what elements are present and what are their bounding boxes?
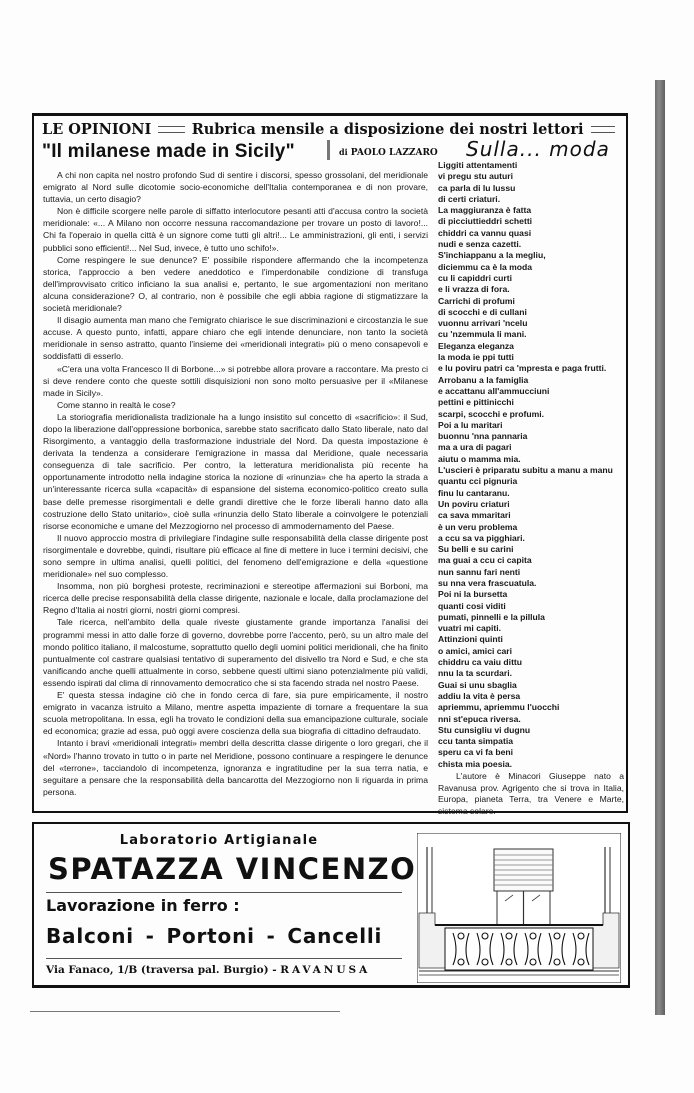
poem-line: Liggiti attentamenti [438, 160, 518, 170]
section-label: LE OPINIONI [42, 120, 152, 138]
poem-line: di scocchi e di cullani [438, 306, 527, 317]
opinion-column-box [32, 113, 628, 816]
poem-line: di picciuttieddri schetti [438, 216, 533, 227]
paragraph: Non è difficile scorgere nelle parole di siffatto interlocutore pesanti atti d'accusa contro la società meridionale: «... A Milano non occorre nessuna raccomandazione per trovare un posto di lavoro!... Chi fa l'operaio in quella città è un signore come tutti gli altri!... Le amministrazioni, gli enti, i servizi pubblici sono efficienti!... Nel Sud, invece, è tutto uno schifo!». [43, 206, 428, 253]
page-rule [30, 1011, 340, 1012]
poem-line: cu li capiddri curti [438, 272, 513, 283]
double-rule [591, 126, 615, 133]
poem-line: a ccu sa va pigghiari. [438, 532, 525, 543]
ad-city: RAVANUSA [280, 964, 371, 976]
poem-line: scarpi, scocchi e profumi. [438, 408, 545, 419]
poem-line: S'inchiappanu a la megliu, [438, 250, 546, 261]
poem-line: e li vrazza di fora. [438, 284, 510, 295]
poem-line: Carrichi di profumi [438, 295, 515, 306]
ad-business-name: SPATAZZA VINCENZO [48, 852, 417, 886]
poem-line: Poi a lu maritari [438, 419, 503, 430]
poem-line: addiu la vita è persa [438, 690, 521, 701]
poem-line: vuatri mi capiti. [438, 623, 502, 634]
poem-line: la moda ie ppi tutti [438, 352, 514, 363]
poem-line: nnu la ta scurdari. [438, 668, 513, 679]
poem-line: Su belli e su carini [438, 544, 514, 555]
poem-line: ma a ura di pagari [438, 442, 512, 453]
poem-line: quantu cci pignuria [438, 476, 518, 487]
author-name: PAOLO LAZZARO [350, 148, 438, 158]
poem-line: di certi criaturi. [438, 193, 501, 204]
poem-line: apriemmu, apriemmu l'uocchi [438, 702, 560, 713]
poem-line: pumati, pinnelli e la pillula [438, 611, 545, 622]
ad-divider [46, 958, 402, 959]
ad-products: Balconi - Portoni - Cancelli [46, 924, 383, 948]
poem-line: nudi e senza cazetti. [438, 239, 522, 250]
poem-line: aiutu o mamma mia. [438, 453, 521, 464]
paragraph: Tale ricerca, nell'ambito della quale riveste giustamente grande importanza l'analisi dei programmi messi in atto dalle forze di governo, dovrebbe porre l'accento, però, su un altro male del mondo politico italiano, il malcostume, soprattutto quello degli uomini politici meridionali, che ha finito puntualmente col castrare qualsiasi tentativo di superamento del disivello tra Nord e Sud, e che sta vanificando anche quelli attualmente in corso, sebbene questi ultimi siano potenzialmente più validi, essendo ispirati dal clima di rinnovamento democratico che si sta facendo strada nel nostro Paese. [43, 617, 428, 688]
paragraph: Il disagio aumenta man mano che l'emigrato chiarisce le sue discriminazioni e circostanzia le sue accuse. A questo punto, infatti, appare chiaro che egli intende denunciare, non tanto la società meridionale in senso astratto, quanto l'insieme dei «meridionali integrati» più o meno consapevoli e soddisfatti di esserlo. [43, 315, 428, 362]
poem-line: chiddru ca vaiu dittu [438, 657, 523, 668]
title-separator [327, 140, 330, 160]
ad-address: Via Fanaco, 1/B (traversa pal. Burgio) - RAVANUSA [46, 964, 371, 976]
poem-line: Eleganza eleganza [438, 340, 514, 351]
ad-divider [46, 892, 402, 893]
poem-line: ma guai a ccu ci capita [438, 555, 532, 566]
poem-line: ccu tanta simpatia [438, 736, 513, 747]
poem-line: cu 'nzemmula li mani. [438, 329, 527, 340]
poem-line: finu lu cantaranu. [438, 487, 510, 498]
byline: di PAOLO LAZZARO [339, 147, 438, 158]
scan-edge-shadow [655, 80, 665, 1015]
poem-line: chista mia poesia. [438, 758, 513, 769]
poem-line: e accattanu all'ammucciuni [438, 385, 550, 396]
rubric-header [42, 119, 622, 139]
paragraph: A chi non capita nel nostro profondo Sud di sentire i discorsi, spesso grossolani, del meridionale emigrato al Nord sulle dicotomie socio-economiche dell'Italia contemporanea e di non provare, tuttavia, un certo disagio? [43, 170, 428, 205]
poem-author-note: L'autore è Minacori Giuseppe nato a Ravanusa prov. Agrigento che si trova in Italia, Europa, pianeta Terra, tra Venere e Marte, sistema solare. [438, 771, 624, 816]
poem-line: o amici, amici cari [438, 645, 513, 656]
paragraph: Come respingere le sue denunce? E' possibile rispondere affermando che la incompetenza storica, l'approccio a ben vedere aneddotico e l'imperdonabile condizione di transfuga dell'improvvisato critico inficiano la sua analisi e, pertanto, le sue argomentazioni non meritano alcuna considerazione? O, al contrario, non è possibile che egli abbia ragione di stigmatizzare la società meridionale? [43, 254, 428, 314]
advertisement-box [32, 822, 630, 988]
poem-line: vi pregu stu auturi [438, 171, 513, 182]
poem-line: vuonnu arrivari 'ncelu [438, 318, 528, 329]
paragraph: Intanto i bravi «meridionali integrati» membri della descritta classe dirigente o loro gregari, che il «Nord» l'hanno trovato in tutto o in parte nel Meridione, possono continuare a respingere le denunce del «terrone», tacciandolo di incompetenza, ignoranza e ingratitudine per la sua terra natia, e seguitare a pensare che la responsabilità della bancarotta del Mezzogiorno non li riguarda in prima persona. [43, 738, 428, 797]
poem-line: buonnu 'nna pannaria [438, 431, 528, 442]
poem-line: nun sannu fari nenti [438, 566, 521, 577]
poem-line: Arrobanu a la famiglia [438, 374, 529, 385]
rubric-subtitle: Rubrica mensile a disposizione dei nostri lettori [191, 120, 584, 138]
poem-line: pettini e pittinicchi [438, 397, 514, 408]
poem-line: L'uscieri è priparatu subitu a manu a manu [438, 465, 613, 476]
paragraph: «C'era una volta Francesco II di Borbone...» si potrebbe allora provare a raccontare. Ma presto ci si deve rendere conto che queste sottili disquisizioni non sono molto persuasive per il «Milanese made in Sicily». [43, 363, 428, 398]
paragraph: Il nuovo approccio mostra di privilegiare l'indagine sulle responsabilità della classe dirigente post risorgimentale e dovrebbe, quindi, risultare più efficace al fine di mettere in luce i termini decisivi, che sono sempre in ultima analisi, quelli politici, del fenomeno dell'emigrazione e della «questione meridionale» nel suo complesso. [43, 532, 428, 580]
paragraph: Insomma, non più borghesi proteste, recriminazioni e stereotipe affermazioni sui Borboni, ma ricerca delle precise responsabilità della classe dirigente, nazionale e locale, dalla proclamazione del Regno d'Italia ai nostri giorni, nostri giorni compresi. [43, 581, 428, 616]
article-body [43, 169, 428, 798]
poem-body [438, 160, 624, 817]
paragraph: Come stanno in realtà le cose? [57, 399, 176, 410]
poem-line: ca sava mmaritari [438, 510, 511, 521]
poem-line: diciemmu ca è la moda [438, 261, 533, 272]
poem-line: speru ca vi fa beni [438, 747, 513, 758]
ad-work-type: Lavorazione in ferro : [46, 896, 240, 915]
poem-line: chiddri ca vannu quasi [438, 227, 532, 238]
poem-line: La maggiuranza è fatta [438, 205, 532, 216]
poem-line: Guai si unu sbaglia [438, 679, 517, 690]
poem-line: Attinzioni quinti [438, 634, 503, 645]
article-title: "Il milanese made in Sicily" [42, 141, 295, 162]
ad-kicker: Laboratorio Artigianale [119, 833, 319, 848]
poem-line: su nna vera frascuatula. [438, 577, 537, 588]
poem-title: Sulla... moda [466, 137, 610, 161]
poem-line: nni st'epuca riversa. [438, 713, 521, 724]
double-rule [158, 126, 184, 133]
balcony-illustration [417, 833, 621, 983]
paragraph: E' questa stessa indagine ciò che in fondo cerca di fare, sia pure empiricamente, il nostro emigrato in vacanza istruito a Milano, mentre aspetta impaziente di tornare a frequentare la sua scuola metropolitana. In essa, egli ha trovato le condizioni della sua emancipazione culturale, sociale ed economica; grazie ad essa, può oggi avere coscienza della sua biografia di cittadino defraudato. [43, 690, 428, 737]
poem-line: Poi ni la bursetta [438, 589, 508, 600]
poem-line: ca parla di lu lussu [438, 182, 516, 193]
poem-line: è un veru problema [438, 521, 518, 532]
poem-line: e lu poviru patri ca 'mpresta e paga frutti. [438, 363, 607, 374]
poem-line: Un poviru criaturi [438, 498, 510, 509]
paragraph: La storiografia meridionalista tradizionale ha a lungo insistito sul concetto di «sacrificio»: il Sud, dopo la liberazione dall'oppressione borbonica, sarebbe stato sacrificato dallo Stato liberale, nato dal Risorgimento, a vantaggio della trasformazione industriale del Nord. Da questa impostazione è derivata la tendenza a considerare l'emigrazione in massa dal Meridione, quale necessaria conseguenza di tale sacrificio. Per contro, la letteratura meridionalista più recente ha opportunamente introdotto nella indagine storica la nozione di «rinunzia» che ha aperto la strada a un'interessante ricerca sulla «capacità» di espansione del sistema economico-politico creato sulla base delle premesse risorgimentali e delle grandi direttive che le forze liberali hanno dato alla costruzione dello Stato unitario», cioè sulla «rinunzia dello Stato liberale a coinvolgere le potenziali risorse economiche e umane del Mezzogiorno nel processo di ammodernamento del Paese. [43, 411, 428, 531]
poem-line: quanti cosi viditi [438, 600, 506, 611]
poem-line: Stu cunsigliu vi dugnu [438, 724, 531, 735]
